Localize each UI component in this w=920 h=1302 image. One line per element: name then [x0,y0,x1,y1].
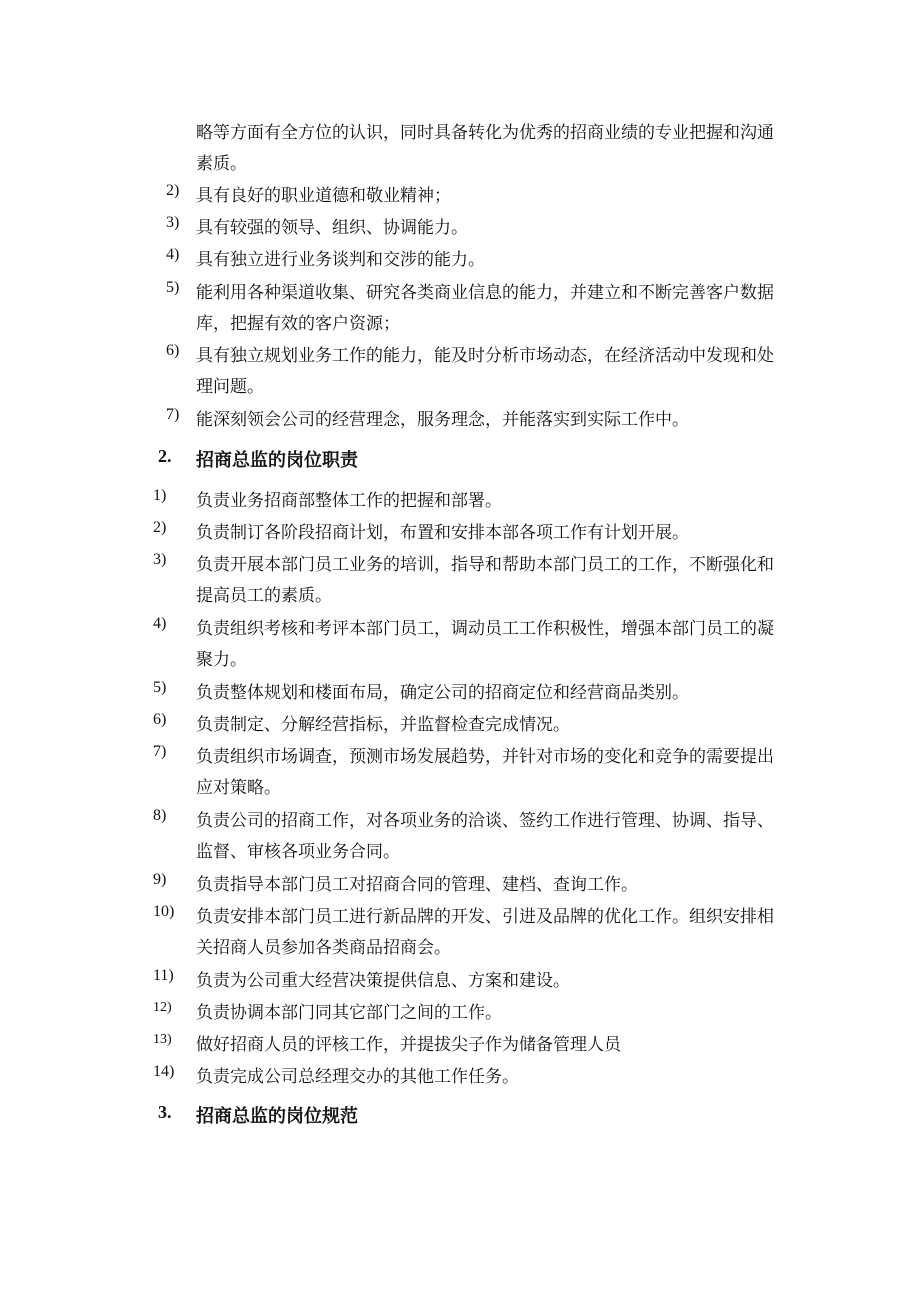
list-item-cont: 应对策略。 [196,778,281,798]
list-item: 负责指导本部门员工对招商合同的管理、建档、查询工作。 [196,875,638,895]
list-item-cont: 提高员工的素质。 [196,586,332,606]
list-item: 负责业务招商部整体工作的把握和部署。 [196,491,502,511]
list-item: 能深刻领会公司的经营理念，服务理念，并能落实到实际工作中。 [196,410,689,430]
item-number: 9) [153,871,167,888]
item-number: 6) [153,711,167,728]
list-item-cont: 理问题。 [196,377,264,397]
section-number: 3. [158,1102,172,1122]
list-item: 负责制定、分解经营指标，并监督检查完成情况。 [196,715,570,735]
item-number: 10) [153,903,175,920]
section-title: 招商总监的岗位规范 [196,1106,358,1127]
list-item: 负责为公司重大经营决策提供信息、方案和建设。 [196,971,570,991]
list-item: 能利用各种渠道收集、研究各类商业信息的能力，并建立和不断完善客户数据 [196,283,774,303]
item-number: 5) [153,679,167,696]
item-number: 7) [166,406,180,423]
item-number: 7) [153,743,167,760]
list-item-cont: 库，把握有效的客户资源； [196,314,400,334]
item-number: 8) [153,807,167,824]
item-number: 14) [153,1063,175,1080]
list-item: 具有较强的领导、组织、协调能力。 [196,218,468,238]
item-number: 5) [166,279,180,296]
list-item: 做好招商人员的评核工作，并提拔尖子作为储备管理人员 [196,1035,621,1055]
list-item: 负责整体规划和楼面布局，确定公司的招商定位和经营商品类别。 [196,683,689,703]
list-item: 负责完成公司总经理交办的其他工作任务。 [196,1067,519,1087]
item-number: 4) [166,246,180,263]
item-number: 1) [153,487,167,504]
list-item-cont: 聚力。 [196,650,247,670]
list-item: 具有独立规划业务工作的能力，能及时分析市场动态，在经济活动中发现和处 [196,346,774,366]
section-title: 招商总监的岗位职责 [196,450,358,471]
section-number: 2. [158,446,172,466]
list-item: 负责组织市场调查，预测市场发展趋势，并针对市场的变化和竞争的需要提出 [196,747,774,767]
list-item: 负责组织考核和考评本部门员工，调动员工工作积极性，增强本部门员工的凝 [196,619,774,639]
list-item: 负责安排本部门员工进行新品牌的开发、引进及品牌的优化工作。组织安排相 [196,907,774,927]
list-item: 负责公司的招商工作，对各项业务的洽谈、签约工作进行管理、协调、指导、 [196,811,774,831]
list-item: 负责开展本部门员工业务的培训，指导和帮助本部门员工的工作，不断强化和 [196,555,774,575]
list-item: 负责制订各阶段招商计划，布置和安排本部各项工作有计划开展。 [196,523,689,543]
list-item-cont: 关招商人员参加各类商品招商会。 [196,938,451,958]
item-number: 12) [153,1000,172,1015]
continuation-line: 素质。 [196,154,247,174]
item-number: 3) [166,214,180,231]
item-number: 13) [153,1032,172,1047]
item-number: 11) [153,967,174,984]
item-number: 2) [153,519,167,536]
continuation-line: 略等方面有全方位的认识，同时具备转化为优秀的招商业绩的专业把握和沟通 [196,123,774,143]
item-number: 3) [153,551,167,568]
item-number: 4) [153,615,167,632]
list-item: 具有独立进行业务谈判和交涉的能力。 [196,250,485,270]
item-number: 2) [166,182,180,199]
list-item: 具有良好的职业道德和敬业精神； [196,186,451,206]
list-item: 负责协调本部门同其它部门之间的工作。 [196,1003,502,1023]
item-number: 6) [166,342,180,359]
list-item-cont: 监督、审核各项业务合同。 [196,842,400,862]
